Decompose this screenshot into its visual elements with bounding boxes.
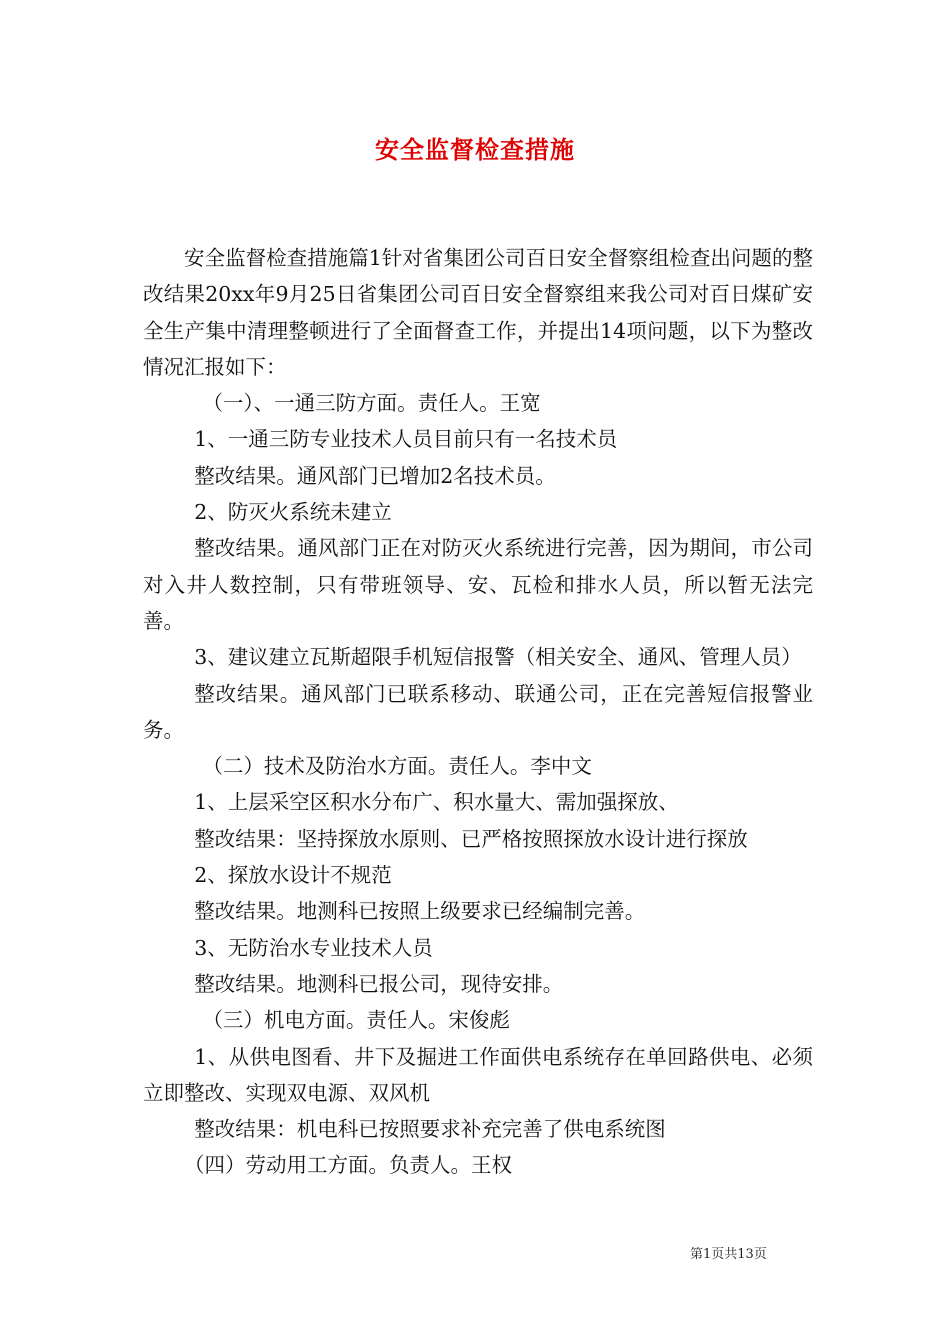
issue-item: 1、一通三防专业技术人员目前只有一名技术员: [194, 427, 618, 452]
result-item: 整改结果：坚持探放水原则、已严格按照探放水设计进行探放: [194, 826, 748, 851]
section-heading-4: （四）劳动用工方面。负责人。王权: [184, 1153, 512, 1178]
issue-item: 2、防灭火系统未建立: [194, 500, 392, 525]
result-item: 整改结果。通风部门已增加2名技术员。: [194, 463, 556, 488]
issue-item: 3、建议建立瓦斯超限手机短信报警（相关安全、通风、管理人员）: [194, 645, 802, 670]
page-number: 第1页共13页: [690, 1247, 767, 1262]
section-heading-3: （三）机电方面。责任人。宋俊彪: [202, 1008, 510, 1033]
result-item: 整改结果：机电科已按照要求补充完善了供电系统图: [194, 1117, 666, 1142]
document-title: 安全监督检查措施: [375, 135, 575, 164]
document-body: [143, 240, 813, 1184]
paragraph-intro: 安全监督检查措施篇1针对省集团公司百日安全督察组检查出问题的整改结果20xx年9月25日省集团公司百日安全督察组来我公司对百日煤矿安全生产集中清理整顿进行了全面督查工作，并提出14项问题，以下为整改情况汇报如下：: [143, 246, 813, 379]
section-heading-2: （二）技术及防治水方面。责任人。李中文: [202, 754, 592, 779]
issue-item: 1、从供电图看、井下及掘进工作面供电系统存在单回路供电、必须立即整改、实现双电源、双风机: [143, 1044, 813, 1105]
result-item: 整改结果。通风部门已联系移动、联通公司，正在完善短信报警业务。: [143, 681, 813, 742]
result-item: 整改结果。通风部门正在对防灭火系统进行完善，因为期间，市公司对入井人数控制，只有带班领导、安、瓦检和排水人员，所以暂无法完善。: [143, 536, 813, 633]
issue-item: 1、上层采空区积水分布广、积水量大、需加强探放、: [194, 790, 679, 815]
result-item: 整改结果。地测科已按照上级要求已经编制完善。: [194, 899, 646, 924]
result-item: 整改结果。地测科已报公司，现待安排。: [194, 971, 564, 996]
section-heading-1: （一）、一通三防方面。责任人。王宽: [202, 391, 541, 416]
issue-item: 3、无防治水专业技术人员: [194, 935, 433, 960]
issue-item: 2、探放水设计不规范: [194, 863, 392, 888]
